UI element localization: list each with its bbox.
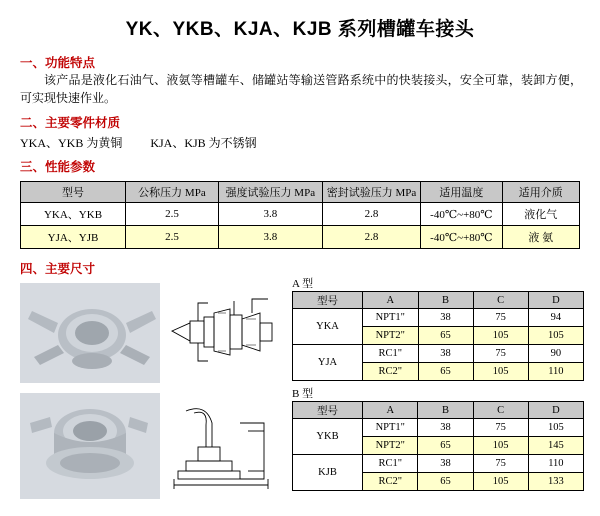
perf-cell: -40℃~+80℃ [421,226,502,249]
dim-b-model: YKB [293,419,363,455]
perf-cell: 3.8 [218,226,322,249]
material-line [20,134,600,151]
table-row [293,345,584,363]
type-a-table [292,291,584,381]
dim-b-cell: 65 [418,473,473,491]
perf-cell: 2.5 [126,226,219,249]
dim-a-cell: 75 [473,309,528,327]
performance-heading: 三、性能参数 [20,160,96,174]
drawing-a-graphic [168,283,278,383]
dim-b-cell: 110 [528,455,583,473]
dim-b-cell: NPT1" [363,419,418,437]
line-drawing-type-b [168,393,278,499]
features-text: 该产品是液化石油气、液氨等槽罐车、储罐站等输送管路系统中的快装接头，安全可靠，装卸方便，可实现快速作业。 [20,73,582,105]
dim-b-cell: NPT2" [363,437,418,455]
perf-header-nominal: 公称压力 MPa [126,182,219,203]
perf-header-seal: 密封试验压力 MPa [322,182,420,203]
dim-b-header-a: A [363,402,418,419]
dim-b-header-model: 型号 [293,402,363,419]
perf-cell: 液化气 [502,203,579,226]
dim-a-cell: 38 [418,345,473,363]
type-b-label: B 型 [292,388,314,400]
line-drawing-type-a [168,283,278,383]
perf-cell: 2.8 [322,226,420,249]
perf-header-temp: 适用温度 [421,182,502,203]
type-b-table-wrap [292,401,584,491]
dim-a-cell: RC2" [363,363,418,381]
dimension-heading: 四、主要尺寸 [20,262,96,276]
dim-b-cell: 105 [473,437,528,455]
dim-a-cell: 105 [473,327,528,345]
dim-a-cell: 110 [528,363,583,381]
dim-b-cell: RC2" [363,473,418,491]
perf-header-medium: 适用介质 [502,182,579,203]
features-heading: 一、功能特点 [20,56,96,70]
dim-b-cell: 105 [473,473,528,491]
perf-header-strength: 强度试验压力 MPa [218,182,322,203]
type-a-table-wrap [292,291,584,381]
drawing-b-graphic [168,393,278,499]
perf-cell: YKA、YKB [21,203,126,226]
dim-b-header-b: B [418,402,473,419]
perf-cell: -40℃~+80℃ [421,203,502,226]
dim-a-header-b: B [418,292,473,309]
table-header-row [21,182,580,203]
table-row [21,226,580,249]
dim-b-cell: 145 [528,437,583,455]
dim-b-cell: 38 [418,419,473,437]
dim-b-cell: 105 [528,419,583,437]
perf-cell: YJA、YJB [21,226,126,249]
product-photo-type-a [20,283,160,383]
dim-a-header-model: 型号 [293,292,363,309]
dim-a-cell: RC1" [363,345,418,363]
dim-a-header-c: C [473,292,528,309]
dim-b-header-d: D [528,402,583,419]
material-heading: 二、主要零件材质 [20,116,121,130]
photo-b-graphic [20,393,160,499]
dim-b-cell: 38 [418,455,473,473]
dim-a-cell: 94 [528,309,583,327]
dim-b-cell: 75 [473,419,528,437]
dim-a-model: YKA [293,309,363,345]
dim-b-cell: RC1" [363,455,418,473]
table-row [21,203,580,226]
dim-b-cell: 133 [528,473,583,491]
dim-a-cell: NPT1" [363,309,418,327]
performance-table-wrap [20,181,600,249]
perf-header-model: 型号 [21,182,126,203]
dim-a-cell: 105 [528,327,583,345]
dim-b-model: KJB [293,455,363,491]
dim-b-cell: 65 [418,437,473,455]
dim-a-cell: 75 [473,345,528,363]
dim-a-cell: 65 [418,363,473,381]
type-b-table [292,401,584,491]
dim-a-cell: 105 [473,363,528,381]
table-row [293,419,584,437]
dim-a-cell: NPT2" [363,327,418,345]
table-header-row [293,402,584,419]
material-brass: YKA、YKB 为黄铜 [20,136,123,150]
performance-table [20,181,580,249]
perf-cell: 3.8 [218,203,322,226]
dim-a-cell: 38 [418,309,473,327]
dim-a-header-a: A [363,292,418,309]
dim-b-header-c: C [473,402,528,419]
perf-cell: 2.8 [322,203,420,226]
photo-a-graphic [20,283,160,383]
perf-cell: 液 氨 [502,226,579,249]
table-header-row [293,292,584,309]
page-title: YK、YKB、KJA、KJB 系列槽罐车接头 [125,19,475,40]
material-steel: KJA、KJB 为不锈钢 [150,136,257,150]
table-row [293,309,584,327]
dim-a-header-d: D [528,292,583,309]
type-a-label: A 型 [292,278,314,290]
perf-cell: 2.5 [126,203,219,226]
dim-a-cell: 65 [418,327,473,345]
product-photo-type-b [20,393,160,499]
dim-a-model: YJA [293,345,363,381]
dim-a-cell: 90 [528,345,583,363]
dim-b-cell: 75 [473,455,528,473]
table-row [293,455,584,473]
